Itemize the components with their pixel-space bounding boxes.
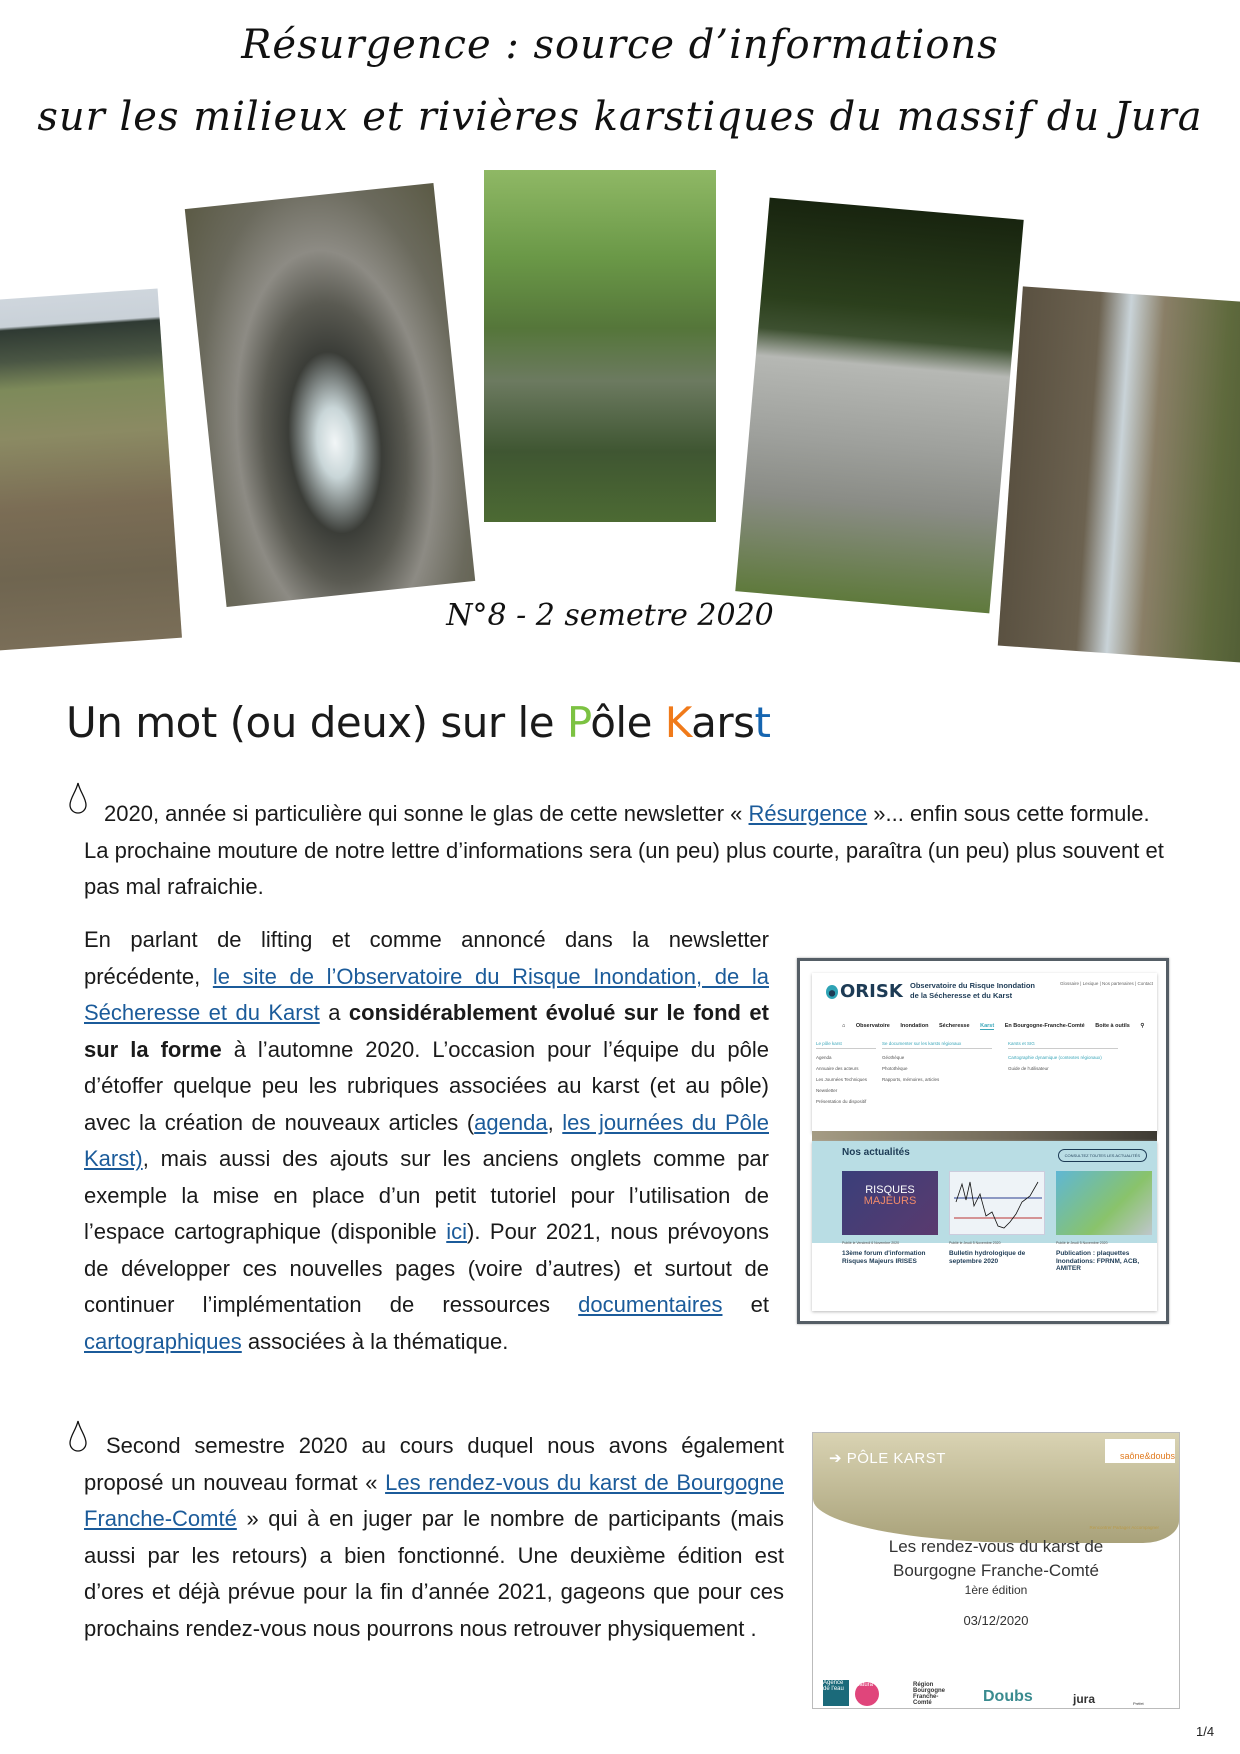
orisk-nav-item: Observatoire xyxy=(855,1023,890,1029)
heading-text-1: Un mot (ou deux) sur le xyxy=(66,698,567,747)
news-card-caption: Bulletin hydrologique de septembre 2020 xyxy=(949,1250,1026,1265)
menu-item: Annuaire des acteurs xyxy=(816,1066,859,1071)
para2-text-g: et xyxy=(722,1292,769,1317)
home-icon: ⌂ xyxy=(842,1023,846,1029)
natura-logo: Natura xyxy=(855,1682,879,1706)
para2-text-f: ). Pour 2021, nous prévoyons de développer ces nouvelles pages (voire d’autres) et surtout de continuer l’implémentation de ressources xyxy=(84,1219,770,1317)
para2-text-d: , xyxy=(547,1109,563,1135)
news-card-image xyxy=(1056,1171,1152,1235)
slide-title-line2: Bourgogne Franche-Comté xyxy=(892,1561,1099,1580)
link-agenda[interactable]: agenda xyxy=(474,1109,548,1135)
menu-item: Guide de l'utilisateur xyxy=(1008,1066,1049,1071)
pole-karst-logo: ➔ PÔLE KARST xyxy=(829,1450,946,1467)
slide-edition: 1ère édition xyxy=(964,1583,1028,1597)
link-orisk-site[interactable]: le site de l’Observatoire du Risque Inondation, de la Sécheresse et du Karst xyxy=(84,963,769,1025)
news-card-date: Publié le Vendredi 6 Novembre 2020 xyxy=(842,1241,900,1245)
doubs-logo: Doubs xyxy=(983,1688,1033,1705)
news-card-caption: 13ème forum d'information Risques Majeurs IRISES xyxy=(842,1250,926,1265)
news-title: Nos actualités xyxy=(842,1147,910,1158)
heading-letter-p: P xyxy=(566,698,591,747)
news-card-date: Publié le Jeudi 5 Novembre 2020 xyxy=(949,1241,1001,1245)
masthead-title-line-1: Résurgence : source d’informations xyxy=(241,22,999,68)
news-card xyxy=(842,1171,938,1265)
menu-item: Présentation du dispositif xyxy=(816,1099,867,1104)
prefet-logo: Préfet xyxy=(1133,1701,1144,1706)
rendez-vous-slide xyxy=(812,1432,1180,1709)
menu-item: Agenda xyxy=(816,1055,832,1060)
orisk-website-screenshot xyxy=(797,958,1169,1324)
para2-text-h: associées à la thématique. xyxy=(241,1328,509,1354)
menu-item: Karsts et SIG xyxy=(1008,1041,1118,1049)
news-card-image-chart xyxy=(949,1171,1045,1235)
orisk-nav-item: En Bourgogne-Franche-Comté xyxy=(1004,1023,1085,1029)
link-journees[interactable]: les journées du Pôle Karst) xyxy=(84,1109,769,1171)
photo-tufa-waterfall xyxy=(998,286,1240,663)
para1-text-b: »... enfin sous cette formule. La prochaine mouture de notre lettre d’informations sera (un peu) plus courte, paraîtra (un peu) plus souvent et pas mal rafraichie. xyxy=(84,801,1164,899)
heading-letter-k: K xyxy=(664,698,692,747)
para1-text-a: 2020, année si particulière qui sonne le glas de cette newsletter « xyxy=(104,801,749,826)
orisk-nav-item-active: Karst xyxy=(980,1023,995,1029)
para2-text-b: a xyxy=(319,1000,349,1025)
link-cartographiques[interactable]: cartographiques xyxy=(84,1328,242,1354)
slide-tagline: Rencontrer Partager Accompagner xyxy=(1089,1525,1159,1530)
saone-doubs-logo: saône&doubs xyxy=(1105,1439,1175,1463)
masthead-title-line-2: sur les milieux et rivières karstiques du massif du Jura xyxy=(37,94,1203,140)
slide-date: 03/12/2020 xyxy=(963,1613,1029,1628)
orisk-nav-item: Sécheresse xyxy=(938,1023,970,1029)
link-documentaires[interactable]: documentaires xyxy=(578,1292,723,1317)
article-heading xyxy=(66,698,770,747)
photo-karst-spring-cave xyxy=(185,183,475,607)
orisk-news-section xyxy=(812,1141,1157,1311)
news-card xyxy=(1056,1171,1152,1273)
heading-text-3: ars xyxy=(691,698,755,747)
para2-text-e: , mais aussi des ajouts sur les anciens onglets comme par exemple la mise en place d’un petit tutoriel pour l’utilisation de l’espace cartographique (disponible xyxy=(84,1146,769,1244)
menu-item: Le pôle karst xyxy=(816,1041,876,1049)
para2-text-a: En parlant de lifting et comme annoncé dans la newsletter précédente, xyxy=(84,927,769,989)
link-ici[interactable]: ici xyxy=(446,1219,468,1244)
para3-text-b: » qui à en juger par le nombre de participants (mais aussi par les retours) a bien fonctionné. Une deuxième édition est d’ores et déjà prévue pour la fin d’année 2021, gageons que pour ces prochains rendez-vous nous pourrons nous retrouver physiquement . xyxy=(84,1506,784,1641)
news-card-image xyxy=(842,1171,938,1235)
menu-item: Géothèque xyxy=(882,1055,905,1060)
menu-item: Photothèque xyxy=(882,1066,908,1071)
photo-limestone-pavement xyxy=(735,198,1023,614)
orisk-description xyxy=(910,981,1035,1001)
news-card-date: Publié le Jeudi 5 Novembre 2020 xyxy=(1056,1241,1108,1245)
issue-number: N°8 - 2 semetre 2020 xyxy=(446,598,774,633)
paragraph-intro xyxy=(84,796,1169,906)
orisk-nav xyxy=(842,1023,1153,1029)
photo-forest-sinkhole xyxy=(484,170,716,522)
para3-text-a: Second semestre 2020 au cours duquel nous avons également proposé un nouveau format « xyxy=(84,1433,784,1495)
orisk-utility-links: Glossaire | Lexique | Nos partenaires | Contact xyxy=(1059,981,1153,986)
photo-doline-meadow xyxy=(0,288,182,651)
orisk-drop-icon xyxy=(826,985,838,999)
slide-title-line1: Les rendez-vous du karst de xyxy=(888,1537,1104,1556)
news-all-button: CONSULTEZ TOUTES LES ACTUALITÉS xyxy=(1058,1149,1147,1162)
paragraph-website xyxy=(84,922,769,1360)
heading-text-2: ôle xyxy=(590,698,665,747)
page-number: 1/4 xyxy=(1196,1724,1215,1739)
search-icon: ⚲ xyxy=(1140,1023,1145,1029)
orisk-nav-item: Boite à outils xyxy=(1095,1023,1130,1029)
menu-item: Les Journées Techniques xyxy=(816,1077,867,1082)
news-card-caption: Publication : plaquettes Inondations: FPRNM, ACB, AMITER xyxy=(1056,1250,1140,1272)
news-card xyxy=(949,1171,1045,1265)
menu-item: Cartographie dynamique (contextes régionaux) xyxy=(1008,1055,1102,1060)
menu-item: Newsletter xyxy=(816,1088,838,1093)
news-img-text: RISQUES xyxy=(865,1184,915,1196)
orisk-nav-item: Inondation xyxy=(900,1023,929,1029)
orisk-logo-text: ORISK xyxy=(840,981,903,1002)
para2-text-c: à l’automne 2020. L’occasion pour l’équipe du pôle d’étoffer quelque peu les rubriques associées au karst (et au pôle) avec la création de nouveaux articles ( xyxy=(84,1036,769,1135)
heading-letter-t: t xyxy=(754,698,771,747)
link-resurgence[interactable]: Résurgence xyxy=(748,801,868,826)
orisk-desc-line2: de la Sécheresse et du Karst xyxy=(910,991,1013,1000)
orisk-header xyxy=(812,973,1157,1133)
menu-item: Se documenter sur les karsts régionaux xyxy=(882,1041,992,1049)
paragraph-rendez-vous xyxy=(84,1428,784,1647)
partner-logos xyxy=(823,1676,1169,1706)
news-img-text: MAJEURS xyxy=(863,1195,917,1207)
region-bfc-logo: Région Bourgogne Franche-Comté xyxy=(913,1682,945,1706)
para2-bold: considérablement évolué sur le fond et sur la forme xyxy=(84,1000,769,1062)
orisk-banner-image xyxy=(812,1131,1157,1141)
agence-eau-logo: Agence de l'eau xyxy=(823,1680,849,1706)
jura-logo: jura xyxy=(1073,1692,1096,1706)
orisk-desc-line1: Observatoire du Risque Inondation xyxy=(910,981,1036,990)
menu-item: Rapports, mémoires, articles xyxy=(882,1077,940,1082)
link-rendez-vous-karst[interactable]: Les rendez-vous du karst de Bourgogne Franche-Comté xyxy=(84,1469,785,1531)
orisk-logo xyxy=(826,981,903,1002)
